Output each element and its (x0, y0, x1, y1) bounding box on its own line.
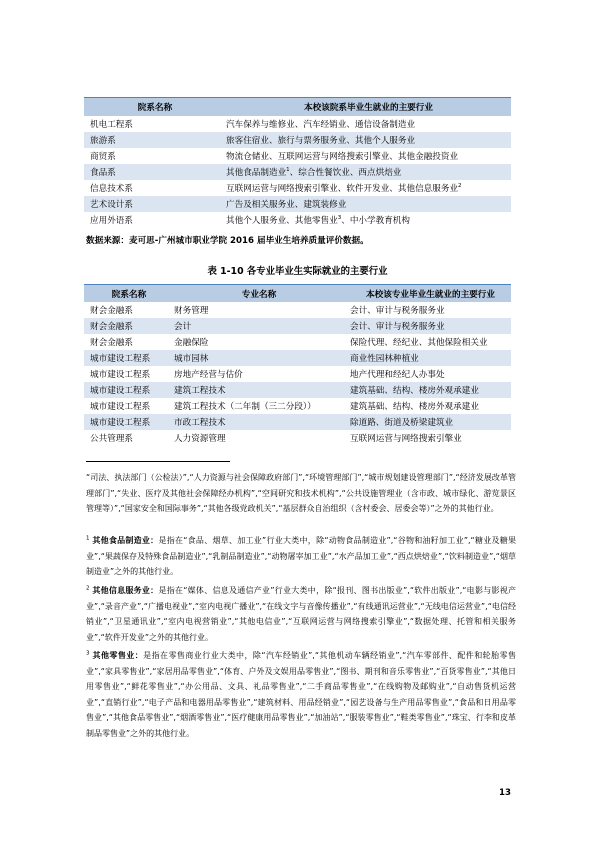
industry-cell: 互联网运营与网络搜索引擎业 (350, 434, 462, 444)
college-cell: 信息技术系 (90, 184, 133, 194)
college-cell: 机电工程系 (90, 120, 133, 130)
table-header-row (84, 285, 511, 303)
footnote-title: 其他零售业： (92, 651, 144, 660)
industry-text: 互联网运营与网络搜索引擎业、软件开发业、其他信息服务业 (226, 184, 459, 194)
column-header: 本校该专业毕业生就业的主要行业 (344, 285, 511, 303)
major-cell: 金融保险 (174, 338, 209, 348)
footnote-text: 是指在“食品、烟草、加工业”行业大类中，除“动物食品制造业”,“谷物和油籽加工业”,“糖业及糖果业”,“果蔬保存及特殊食品制造业”,“乳制品制造业”,“动物屠宰加工业”,“水产品加工业”,“西点烘焙业”,“饮料制造业”,“烟草制造业”之外的其他行业。 (86, 536, 517, 577)
table-row (84, 398, 511, 414)
footnote-divider (86, 461, 230, 462)
footnote-text: 是指在零售商业行业大类中，除“汽车经销业”,“其他机动车辆经销业”,“汽车零部件、配件和轮胎零售业”,“家具零售业”,“家居用品零售业”,“体育、户外及文娱用品零售业”,“图书、期刊和音乐零售业”,“百货零售业”,“其他日用零售业”,“鲜花零售业”,“办公用品、文具、礼品零售业”,“二手商品零售业”,“在线购物及邮购业”,“自动售货机运营业”,“直销行业”,“电子产品和电器用品零售业”,“建筑材料、用品经销业”,“园艺设备与生产用品零售业”,“食品和日用品零售业”,“其他食品零售业”,“烟酒零售业”,“医疗健康用品零售业”,“加油站”,“服装零售业”,“鞋类零售业”,“珠宝、行李和皮革制品零售业”之外的其他行业。 (86, 651, 517, 738)
college-cell: 城市建设工程系 (84, 382, 168, 398)
footnote-title: 其他信息服务业： (92, 586, 159, 595)
college-cell: 城市建设工程系 (90, 402, 151, 412)
college-cell: 公共管理系 (90, 434, 133, 444)
industry-cell (220, 212, 511, 228)
table-row (84, 116, 511, 132)
industry-cell: 建筑基础、结构、楼房外观承建业 (350, 402, 479, 412)
data-source-note: 数据来源：麦可思-广州城市职业学院 2016 届毕业生培养质量评价数据。 (86, 236, 369, 246)
industry-cell: 会计、审计与税务服务业 (344, 318, 511, 334)
table-row (84, 132, 511, 148)
footnote-number: 2 (86, 585, 90, 592)
major-cell: 建筑工程技术（二年制（三二分段）） (174, 402, 316, 412)
college-cell: 财会金融系 (90, 306, 133, 316)
footnote-marker: 3 (337, 215, 342, 222)
industry-text: 、综合性餐饮业、西点烘焙业 (289, 168, 402, 178)
industry-cell: 除道路、街道及桥梁建筑业 (344, 414, 511, 430)
table-header-row (84, 98, 511, 117)
major-cell: 会计 (168, 318, 344, 334)
footnote-number: 1 (86, 535, 90, 542)
industry-text: 、中小学教育机构 (341, 216, 410, 226)
industry-cell: 商业性园林种植业 (344, 350, 511, 366)
page-number: 13 (499, 788, 511, 798)
major-industry-table (84, 284, 511, 446)
footnote-3 (86, 648, 516, 742)
table-row (84, 302, 511, 318)
industry-text: 其他个人服务业、其他零售业 (226, 216, 338, 226)
table-row (84, 164, 511, 180)
college-cell: 财会金融系 (90, 338, 133, 348)
industry-cell: 广告及相关服务业、建筑装修业 (220, 196, 511, 212)
table-row (84, 366, 511, 382)
industry-cell: 建筑基础、结构、楼房外观承建业 (344, 382, 511, 398)
college-cell: 食品系 (84, 164, 220, 180)
major-cell: 市政工程技术 (168, 414, 344, 430)
college-cell: 旅游系 (84, 132, 220, 148)
college-cell: 城市建设工程系 (84, 350, 168, 366)
table-row (84, 180, 511, 196)
table-row (84, 430, 511, 446)
industry-cell: 物流仓储业、互联网运营与网络搜索引擎业、其他金融投资业 (226, 152, 459, 162)
major-cell: 人力资源管理 (174, 434, 226, 444)
table-caption: 表 1-10 各专业毕业生实际就业的主要行业 (207, 266, 388, 277)
column-header: 院系名称 (84, 285, 168, 303)
column-header: 院系名称 (84, 98, 220, 117)
college-cell: 应用外语系 (90, 216, 133, 226)
industry-cell: 汽车保养与维修业、汽车经销业、通信设备制造业 (226, 120, 416, 130)
table-row (84, 334, 511, 350)
table-row (84, 318, 511, 334)
table-row (84, 350, 511, 366)
major-cell: 建筑工程技术 (168, 382, 344, 398)
college-cell: 城市建设工程系 (84, 414, 168, 430)
industry-cell: 旅客住宿业、旅行与票务服务业、其他个人服务业 (220, 132, 511, 148)
footnote-text: 是指在“媒体、信息及通信产业”行业大类中，除“报刊、图书出版业”,“软件出版业”,“电影与影视产业”,“录音产业”,“广播电视业”,“室内电视广播业”,“在线文字与音像传播业”,“有线通讯运营业”,“无线电信运营业”,“电信经销业”,“卫星通讯业”,“室内电视营销业”,“其他电信业”,“互联网运营与网络搜索引擎业”,“数据处理、托管和相关服务业”,“软件开发业”之外的其他行业。 (86, 586, 517, 642)
table-row (84, 212, 511, 228)
table-row (84, 148, 511, 164)
footnote-continuation: “司法、执法部门（公检法）”,“人力资源与社会保障政府部门”,“环境管理部门”,“城市规划建设管理部门”,“经济发展改革管理部门”,“失业、医疗及其他社会保障经办机构”,“空间研究和技术机构”,“公共设施管理业（含市政、城市绿化、游览景区管理等）”,“国家安全和国际事务”,“其他各级党政机关”,“基层群众自治组织（含村委会、居委会等）”之外的其他行业。 (86, 473, 516, 514)
table-row (84, 196, 511, 212)
industry-cell: 会计、审计与税务服务业 (350, 306, 445, 316)
major-cell: 房地产经营与估价 (174, 370, 243, 380)
college-industry-table (84, 97, 511, 228)
footnote-marker: 1 (286, 167, 290, 174)
industry-cell: 保险代理、经纪业、其他保险相关业 (350, 338, 488, 348)
college-cell: 商贸系 (90, 152, 116, 162)
footnote-marker: 2 (458, 183, 462, 190)
college-cell: 艺术设计系 (84, 196, 220, 212)
table-row (84, 382, 511, 398)
footnote-number: 3 (86, 650, 90, 657)
college-cell: 财会金融系 (84, 318, 168, 334)
major-cell: 城市园林 (168, 350, 344, 366)
column-header: 本校该院系毕业生就业的主要行业 (220, 98, 511, 117)
column-header: 专业名称 (168, 285, 344, 303)
major-cell: 财务管理 (174, 306, 209, 316)
industry-text: 其他食品制造业 (226, 168, 287, 178)
footnote-2 (86, 583, 516, 645)
industry-cell: 地产代理和经纪人办事处 (350, 370, 445, 380)
table-row (84, 414, 511, 430)
footnote-1 (86, 533, 516, 580)
industry-cell (220, 180, 511, 196)
footnote-title: 其他食品制造业： (92, 536, 159, 545)
industry-cell (220, 164, 511, 180)
college-cell: 城市建设工程系 (90, 370, 151, 380)
